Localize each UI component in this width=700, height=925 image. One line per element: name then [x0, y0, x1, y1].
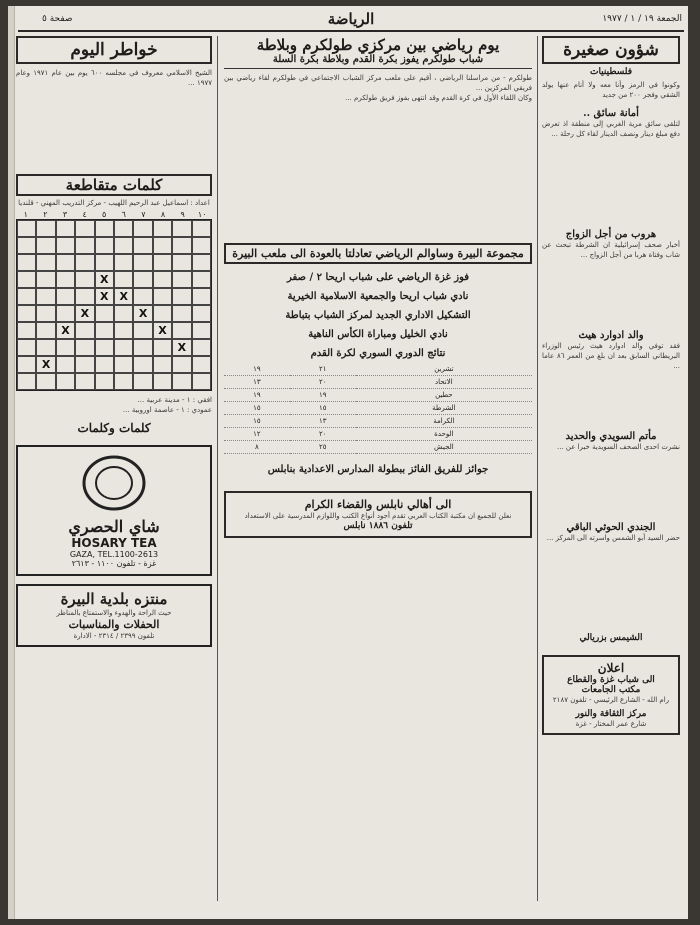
column-rule: [217, 36, 218, 901]
crossword-cell: [36, 220, 55, 237]
crossword-cell: [133, 373, 152, 390]
crossword-column-number: ٨: [160, 210, 166, 219]
page-edge: [8, 6, 15, 919]
column-rule: [537, 36, 538, 901]
table-cell: ٢٠: [290, 428, 356, 441]
crossword-cell: [17, 237, 36, 254]
article-headline: نادي الخليل ومباراة الكأس الناهية: [308, 329, 448, 340]
crossword-cell: [153, 339, 172, 356]
crossword-cell: [114, 356, 133, 373]
column-title: خواطر اليوم: [16, 36, 212, 64]
crossword-cell: [56, 237, 75, 254]
table-cell: الجيش: [356, 441, 532, 454]
crossword-cell: [17, 356, 36, 373]
crossword-cell: [133, 356, 152, 373]
crossword-cell: [75, 322, 94, 339]
table-row: [224, 363, 532, 376]
crossword-cell: [75, 220, 94, 237]
tea-phone-ar: غزة - تلفون ١١٠٠ - ٢٦١٣: [71, 559, 157, 568]
crossword-cell: [114, 305, 133, 322]
tea-brand: شاي الحصري: [68, 517, 160, 536]
crossword-cell: X: [133, 305, 152, 322]
crossword-cell: [114, 373, 133, 390]
ad-text: نعلن للجميع ان مكتبة الكتاب العربي تقدم أجود أنواع الكتب واللوازم المدرسية على الاستعداد: [244, 512, 512, 520]
masthead: الرياضة: [327, 10, 375, 28]
table-cell: الكرامة: [356, 415, 532, 428]
crossword-cell: [75, 288, 94, 305]
crossword-cell: [56, 254, 75, 271]
column-subtitle: فلسطينيات: [589, 67, 633, 77]
crossword-cell: [172, 254, 191, 271]
crossword-column-number: ٣: [62, 210, 68, 219]
crossword-cell: [17, 339, 36, 356]
crossword-cell: [192, 237, 211, 254]
table-cell: الشرطة: [356, 402, 532, 415]
crossword-cell: [75, 237, 94, 254]
crossword-cell: [95, 339, 114, 356]
crossword-cell: [133, 271, 152, 288]
crossword-cell: X: [36, 356, 55, 373]
author-signature: الشيمس بزريالي: [579, 633, 643, 643]
crossword-cell: [56, 220, 75, 237]
crossword-cell: [95, 373, 114, 390]
crossword-cell: [56, 271, 75, 288]
crossword-cell: [95, 322, 114, 339]
crossword-cell: [192, 339, 211, 356]
crossword-cell: [192, 220, 211, 237]
crossword-cell: [95, 237, 114, 254]
crossword-cell: [114, 254, 133, 271]
table-cell: الاتحاد: [356, 376, 532, 389]
article-text: أخبار صحف إسرائيلية ان الشرطة تبحث عن شاب وفتاة هربا من أجل الزواج ...: [542, 241, 680, 259]
issue-date: الجمعة ١٩ / ١ / ١٩٧٧: [602, 14, 682, 24]
crossword-cell: [56, 339, 75, 356]
page-number: صفحة ٥: [42, 14, 73, 24]
crossword-cell: [75, 356, 94, 373]
crossword-cell: [153, 288, 172, 305]
left-column: [16, 36, 212, 916]
table-cell: ١٥: [224, 402, 290, 415]
crossword-cell: [192, 305, 211, 322]
crossword-cell: X: [56, 322, 75, 339]
table-cell: ١٢: [224, 428, 290, 441]
crossword-column-number: ٧: [141, 210, 146, 219]
crossword-cell: [17, 220, 36, 237]
crossword-cell: [114, 271, 133, 288]
table-cell: حطين: [356, 389, 532, 402]
article-text: وكان اللقاء الأول في كرة القدم وقد انتهى بفوز فريق طولكرم ...: [345, 94, 532, 102]
table-cell: ٢٥: [290, 441, 356, 454]
article-text: طولكرم - من مراسلنا الرياضي ، أقيم على ملعب مركز الشباب الاجتماعي في طولكرم لقاء رياضي بين فريقي المركزين ...: [224, 74, 532, 92]
ad-box: [224, 491, 532, 538]
crossword-cell: [36, 373, 55, 390]
crossword-cell: [17, 254, 36, 271]
notice-line: الى شباب غزة والقطاع: [567, 675, 655, 685]
article-text: لتلقى سائق مرية الغربي إلى منطقة اذ تعرض دفع مبلغ دينار ونصف الدينار لقاء كل رحلة ...: [542, 120, 680, 138]
tea-logo-icon: [79, 453, 149, 513]
center-column: [224, 36, 532, 916]
crossword-cell: X: [114, 288, 133, 305]
table-cell: ١٥: [290, 402, 356, 415]
notice-line: رام الله - الشارع الرئيسي - تلفون ٢١٨٧: [552, 696, 670, 704]
crossword-author: اعداد : اسماعيل عبد الرحيم اللهيب - مركز التدريب المهني - قلنديا: [18, 199, 210, 207]
article-headline: التشكيل الاداري الجديد لمركز الشباب بتباطة: [285, 310, 471, 321]
crossword-column-numbers: [16, 210, 212, 219]
crossword-cell: [75, 271, 94, 288]
crossword-cell: [192, 271, 211, 288]
section-heading: هروب من أجل الزواج: [565, 229, 657, 240]
crossword-cell: [95, 254, 114, 271]
crossword-cell: [153, 220, 172, 237]
crossword-cell: X: [75, 305, 94, 322]
table-row: [224, 428, 532, 441]
crossword-cell: [153, 305, 172, 322]
notice-title: اعلان: [597, 661, 625, 675]
crossword-cell: [114, 220, 133, 237]
article-text: حضر السيد أبو الشمس واسرته الى المركز ...: [546, 534, 680, 542]
table-row: [224, 389, 532, 402]
crossword-cell: [75, 339, 94, 356]
crossword-clues-down: عمودي : ١ - عاصمة اوروبية ...: [122, 406, 212, 414]
crossword-column-number: ١: [23, 210, 28, 219]
article-headline: نادي شباب اريحا والجمعية الاسلامية الخيرية: [287, 291, 469, 302]
crossword-cell: [133, 220, 152, 237]
crossword-cell: [56, 373, 75, 390]
crossword-cell: X: [172, 339, 191, 356]
crossword-cell: [133, 254, 152, 271]
table-cell: ١٩: [224, 389, 290, 402]
table-row: [224, 441, 532, 454]
crossword-cell: [172, 271, 191, 288]
table-cell: الوحدة: [356, 428, 532, 441]
park-line: الحفلات والمناسبات: [68, 618, 160, 631]
tea-brand-en: HOSARY TEA: [71, 536, 157, 550]
crossword-cell: [56, 356, 75, 373]
right-column: [542, 36, 680, 916]
crossword-column-number: ٢: [43, 210, 48, 219]
crossword-cell: [153, 356, 172, 373]
crossword-cell: [17, 373, 36, 390]
crossword-cell: [133, 322, 152, 339]
crossword-cell: [114, 322, 133, 339]
crossword-cell: [95, 220, 114, 237]
table-cell: تشرين: [356, 363, 532, 376]
ad-title: الى أهالي نابلس والقضاء الكرام: [304, 498, 452, 511]
crossword-title: كلمات متقاطعة: [16, 174, 212, 196]
crossword-column-number: ٦: [121, 210, 126, 219]
crossword-cell: [75, 373, 94, 390]
crossword-cell: X: [95, 271, 114, 288]
crossword-cell: [95, 356, 114, 373]
tea-phone: GAZA, TEL.1100-2613: [69, 550, 159, 559]
notice-line: شارع عمر المختار - غزة: [575, 720, 647, 728]
crossword-cell: [172, 373, 191, 390]
notice-line: مركز الثقافة والنور: [575, 709, 647, 719]
table-row: [224, 376, 532, 389]
tea-advert: [16, 445, 212, 576]
crossword-cell: [114, 339, 133, 356]
crossword-cell: [172, 356, 191, 373]
crossword-cell: [56, 288, 75, 305]
article-headline: فوز غزة الرياضي على شباب اريحا ٢ / صفر: [286, 272, 470, 283]
notice-line: مكتب الجامعات: [581, 685, 641, 695]
crossword-cell: [172, 305, 191, 322]
newspaper-page: [8, 6, 688, 919]
crossword-cell: [192, 356, 211, 373]
section-heading: والد ادوارد هيث: [578, 330, 644, 341]
crossword-cell: [172, 322, 191, 339]
crossword-cell: [17, 305, 36, 322]
table-cell: ٢١: [290, 363, 356, 376]
crossword-cell: [133, 339, 152, 356]
main-headline: يوم رياضي بين مركزي طولكرم وبلاطة: [256, 36, 500, 54]
article-text: فقد توفي والد ادوارد هيث رئيس الوزراء البريطاني السابق بعد ان بلغ من العمر ٨٦ عاما ...: [542, 342, 680, 370]
crossword-clues-across: افقي : ١ - مدينة عربية ...: [137, 396, 212, 404]
crossword-cell: [172, 220, 191, 237]
ad-phone: تلفون ١٨٨٦ نابلس: [343, 521, 413, 531]
crossword-cell: [36, 322, 55, 339]
section-heading: الجندي الحوثي الباقي: [566, 522, 656, 533]
crossword-cell: [95, 305, 114, 322]
crossword-cell: [36, 254, 55, 271]
crossword-cell: [36, 288, 55, 305]
crossword-cell: [192, 373, 211, 390]
crossword-cell: [192, 254, 211, 271]
crossword-cell: [172, 288, 191, 305]
table-cell: ٨: [224, 441, 290, 454]
table-row: [224, 402, 532, 415]
crossword-cell: [36, 339, 55, 356]
crossword-cell: X: [153, 322, 172, 339]
table-cell: ١٣: [224, 376, 290, 389]
crossword-column-number: ٥: [102, 210, 107, 219]
sub-headline: شباب طولكرم يفوز بكرة القدم وبلاطة بكرة السلة: [224, 54, 532, 69]
crossword-column-number: ١٠: [197, 210, 207, 219]
park-phone: تلفون ٢٣٩٩ / ٢٣١٤ - الادارة: [73, 632, 155, 640]
crossword-cell: [17, 322, 36, 339]
table-row: [224, 415, 532, 428]
table-cell: ١٩: [224, 363, 290, 376]
table-cell: ١٣: [290, 415, 356, 428]
crossword-cell: [36, 271, 55, 288]
article-text: نشرت احدى الصحف السويدية خبرا عن ...: [556, 443, 680, 451]
article-headline: نتائج الدوري السوري لكرة القدم: [310, 348, 446, 359]
park-line: حيث الراحة والهدوء والاستمتاع بالمناظر: [56, 609, 172, 617]
crossword-column-number: ٤: [82, 210, 87, 219]
crossword-cell: [153, 237, 172, 254]
park-title: منتزه بلدية البيرة: [60, 590, 168, 608]
crossword-cell: [36, 237, 55, 254]
crossword-column-number: ٩: [180, 210, 185, 219]
crossword-cell: [75, 254, 94, 271]
column-title: شؤون صغيرة: [542, 36, 680, 64]
article-headline: مجموعة البيرة وساوالم الرياضي تعادلتا بالعودة الى ملعب البيرة: [224, 243, 532, 264]
article-headline: جوائز للفريق الفائز ببطولة المدارس الاعدادية بنابلس: [267, 464, 489, 475]
crossword-cell: [36, 305, 55, 322]
crossword-cell: X: [95, 288, 114, 305]
crossword-cell: [153, 254, 172, 271]
crossword-cell: [192, 288, 211, 305]
section-heading: مأتم السويدي والحديد: [565, 431, 657, 442]
crossword-cell: [153, 373, 172, 390]
table-cell: ١٥: [224, 415, 290, 428]
article-text: الشيخ الاسلامي معروف في مجلسه ٦٠٠ يوم بين عام ١٩٧١ وعام ١٩٧٧ ...: [16, 69, 212, 87]
notice-box: [542, 655, 680, 735]
crossword-cell: [133, 237, 152, 254]
table-cell: ١٩: [290, 389, 356, 402]
crossword-cell: [133, 288, 152, 305]
section-heading: أمانة سائق ..: [583, 108, 639, 119]
crossword-cell: [192, 322, 211, 339]
crossword-grid: [16, 219, 212, 391]
table-cell: ٢٠: [290, 376, 356, 389]
crossword-cell: [17, 288, 36, 305]
intro-verse: وكونوا في الرمز وأنا معه ولا أنام عنها يولد الشقي وفجر ٢٠٠ من جديد: [542, 81, 680, 99]
park-advert: [16, 584, 212, 647]
crossword-cell: [153, 271, 172, 288]
crossword-cell: [17, 271, 36, 288]
results-table: [224, 363, 532, 454]
crossword-cell: [114, 237, 133, 254]
crossword-cell: [172, 237, 191, 254]
crossword-cell: [56, 305, 75, 322]
section-heading: كلمات وكلمات: [77, 421, 151, 435]
page-header: [18, 10, 684, 32]
